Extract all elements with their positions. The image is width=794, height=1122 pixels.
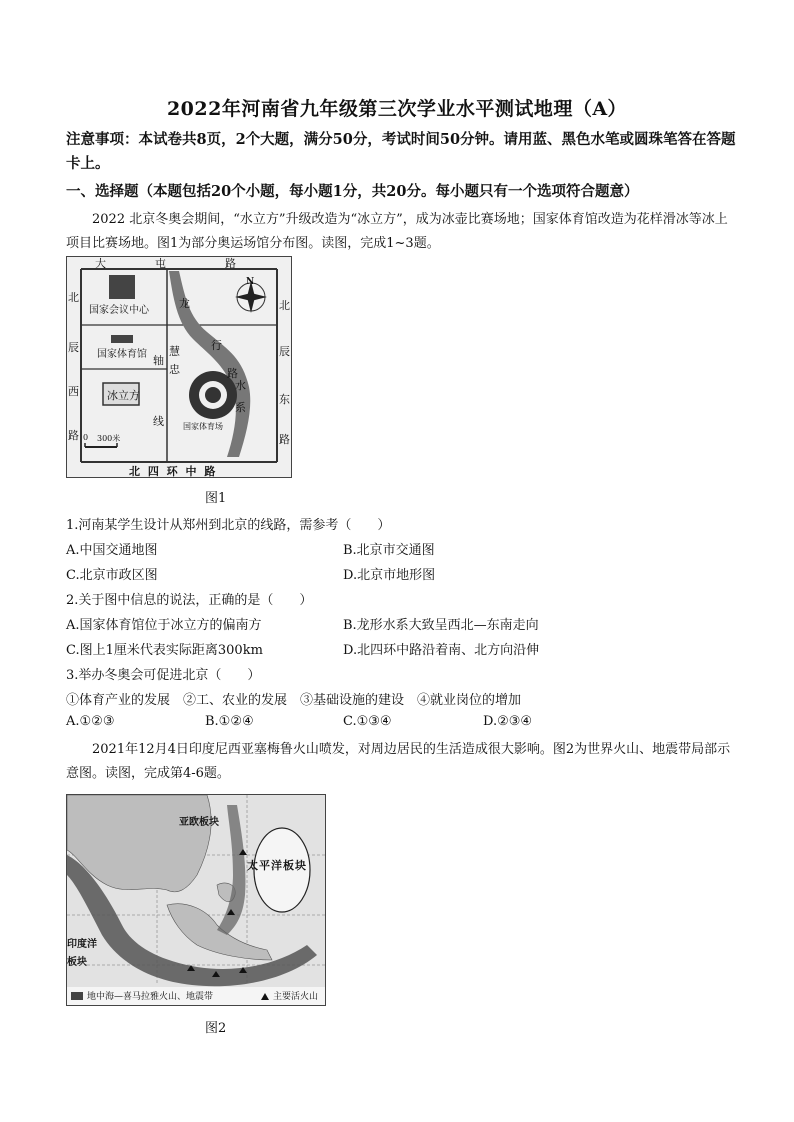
road-left-2: 辰 [68,341,79,354]
page-title: 2022年河南省九年级第三次学业水平测试地理（A） [166,98,628,120]
q3-option-c[interactable]: C.①③④ [343,714,392,729]
intro-paragraph-2: 2021年12月4日印度尼西亚塞梅鲁火山喷发，对周边居民的生活造成很大影响。图2为世界火山、地震带局部示意图。读图，完成第4-6题。 [66,742,731,781]
q2-option-a[interactable]: A.国家体育馆位于冰立方的偏南方 [66,618,262,633]
venue-block-gym [111,335,133,343]
plate-india-label-1: 印度洋 [67,935,97,950]
road-right-1: 北 [279,299,290,312]
plate-pacific-label: 太平洋板块 [247,859,307,872]
axis-label-1: 轴 [153,354,164,367]
q1-option-b[interactable]: B.北京市交通图 [343,543,435,558]
plate-india-label-2: 板块 [67,953,87,968]
intro-paragraph-1: 2022 北京冬奥会期间，“水立方”升级改造为“冰立方”，成为冰壶比赛场地；国家体育馆改造为花样滑冰等冰上项目比赛场地。图1为部分奥运场馆分布图。读图，完成1~3题。 [66,212,728,251]
section-heading: 一、选择题（本题包括20个小题，每小题1分，共20分。每小题只有一个选项符合题意） [66,183,639,200]
road-left-4: 路 [68,429,79,442]
water-label-long: 龙 [179,297,190,310]
axis-label-2: 线 [153,415,164,428]
figure-2-caption: 图2 [205,1021,227,1036]
plate-eurasia-label: 亚欧板块 [179,817,219,828]
water-label-xi: 系 [235,401,246,414]
road-top-2: 屯 [155,257,166,270]
road-left-3: 西 [68,385,79,398]
question-1: 1.河南某学生设计从郑州到北京的线路，需参考（ ） [66,518,391,533]
compass-north-label: N [246,277,255,287]
road-right-4: 路 [279,433,290,446]
road-right-3: 东 [279,393,290,406]
scale-distance: 300米 [97,434,121,443]
legend-volcano-label: 主要活火山 [273,992,319,1002]
exam-notice: 注意事项：本试卷共8页，2个大题，满分50分，考试时间50分钟。请用蓝、黑色水笔或圆珠笔答在答题卡上。 [66,131,736,172]
road-mid-3: 路 [227,367,238,380]
venue-stadium-label: 国家体育场 [183,422,223,431]
q1-option-a[interactable]: A.中国交通地图 [66,543,158,558]
venue-gym-label: 国家体育馆 [97,349,147,360]
q3-items: ①体育产业的发展 ②工、农业的发展 ③基础设施的建设 ④就业岗位的增加 [66,693,522,708]
scale-zero: 0 [83,433,89,442]
legend-belt-label: 地中海—喜马拉雅火山、地震带 [87,992,214,1002]
q3-option-b[interactable]: B.①②④ [205,714,254,729]
q3-option-a[interactable]: A.①②③ [66,714,115,729]
q2-option-c[interactable]: C.图上1厘米代表实际距离300km [66,643,263,658]
figure-1-map [66,256,292,478]
figure-2-map [66,794,326,1006]
road-right-2: 辰 [279,345,290,358]
venue-convention-label: 国家会议中心 [89,305,149,316]
q2-option-d[interactable]: D.北四环中路沿着南、北方向沿伸 [343,643,540,658]
road-top-1: 大 [95,257,106,270]
q1-option-c[interactable]: C.北京市政区图 [66,568,158,583]
road-left-1: 北 [68,291,79,304]
q2-option-b[interactable]: B.龙形水系大致呈西北—东南走向 [343,618,539,633]
road-mid-2: 忠 [169,363,180,376]
water-label-shui: 水 [235,379,246,392]
road-mid-1: 慧 [169,345,180,358]
water-label-xing: 行 [211,339,222,352]
q1-option-d[interactable]: D.北京市地形图 [343,568,436,583]
question-2: 2.关于图中信息的说法，正确的是（ ） [66,593,313,608]
venue-block-convention [109,275,135,299]
q3-option-d[interactable]: D.②③④ [483,714,533,729]
question-3: 3.举办冬奥会可促进北京（ ） [66,668,261,683]
figure-1-caption: 图1 [205,491,227,506]
road-bottom-label: 北 四 环 中 路 [129,465,218,478]
legend-belt-swatch [71,992,83,1000]
venue-icecube-label: 冰立方 [107,389,140,402]
road-top-3: 路 [225,257,236,270]
